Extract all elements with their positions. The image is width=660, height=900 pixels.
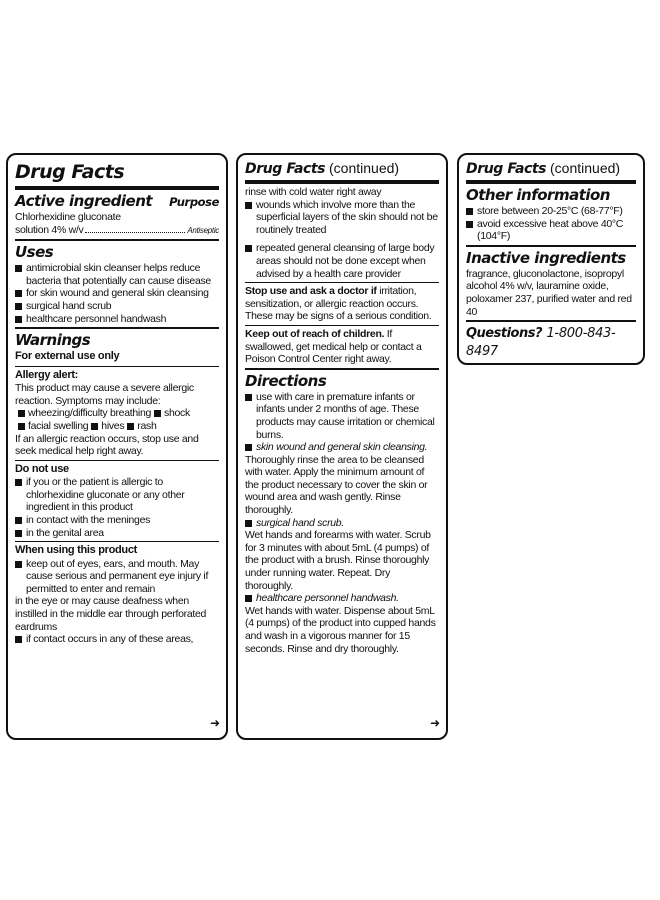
bullet-square-icon	[18, 410, 25, 417]
drug-facts-panel-1	[6, 153, 228, 740]
bullet-square-icon	[245, 444, 252, 451]
list-item: keep out of eyes, ears, and mouth. May cause serious and permanent eye injury if permitted to enter and remain	[15, 558, 219, 596]
drug-facts-panel-2	[236, 153, 448, 740]
list-item: skin wound and general skin cleansing.	[245, 441, 439, 454]
keep-out-text: Keep out of reach of children. If swallowed, get medical help or contact a Poison Control Center right away.	[245, 327, 422, 366]
symptoms-line-2: facial swelling hives rash	[15, 420, 219, 433]
bullet-square-icon	[15, 636, 22, 643]
uses-section	[15, 243, 219, 329]
bullet-square-icon	[245, 394, 252, 401]
keep-out-section	[245, 328, 439, 370]
list-item: healthcare personnel handwash	[15, 313, 219, 326]
purpose-header: Purpose	[169, 195, 219, 209]
list-item: in contact with the meninges	[15, 514, 219, 527]
bullet-square-icon	[15, 530, 22, 537]
symptoms-line-1: wheezing/difficulty breathing shock	[15, 407, 219, 420]
bullet-square-icon	[15, 303, 22, 310]
bullet-square-icon	[91, 423, 98, 430]
bullet-square-icon	[245, 520, 252, 527]
bullet-square-icon	[245, 202, 252, 209]
external-use-label: For external use only	[15, 350, 120, 363]
list-item: in the genital area	[15, 527, 219, 540]
bullet-square-icon	[18, 423, 25, 430]
bullet-square-icon	[127, 423, 134, 430]
when-using-section	[15, 544, 219, 648]
uses-header: Uses	[15, 243, 54, 262]
active-ingredient-line	[15, 224, 219, 238]
purpose-value: Antiseptic	[187, 225, 219, 235]
drug-facts-title: Drug Facts	[15, 161, 125, 183]
allergy-section	[15, 369, 219, 461]
bullet-square-icon	[15, 479, 22, 486]
bullet-square-icon	[15, 561, 22, 568]
active-ingredient-strength: solution 4% w/v	[15, 223, 84, 236]
panel-title-row	[466, 160, 636, 184]
stop-use-text: Stop use and ask a doctor if irritation, sensitization, or allergic reaction occurs. These may be signs of a serious condition.	[245, 285, 432, 323]
panel-title-row	[15, 160, 219, 190]
list-item: repeated general cleansing of large body areas should not be done except when advised by a health care provider	[245, 242, 439, 280]
list-item: for skin wound and general skin cleansing	[15, 287, 219, 300]
list-item: if contact occurs in any of these areas,	[15, 633, 219, 646]
bullet-square-icon	[15, 265, 22, 272]
continued-label: (continued)	[325, 160, 400, 176]
questions-phone: 1-800-843-8497	[466, 326, 616, 360]
list-item: healthcare personnel handwash.	[245, 592, 439, 605]
list-item: surgical hand scrub	[15, 300, 219, 313]
active-ingredient-section	[15, 192, 219, 241]
questions-label: Questions?	[466, 326, 542, 342]
list-item: use with care in premature infants or infants under 2 months of age. These products may cause irritation or chemical burns.	[245, 391, 439, 441]
drug-facts-title: Drug Facts	[245, 161, 326, 177]
rinse-text: rinse with cold water right away	[245, 186, 382, 198]
directions-text: Wet hands and forearms with water. Scrub for 3 minutes with about 5mL (4 pumps) of the product with a brush. Rinse thoroughly under running water. Repeat. Dry thoroughly.	[245, 529, 431, 592]
when-using-title: When using this product	[15, 544, 138, 557]
other-information-header: Other information	[466, 186, 610, 204]
stop-use-section	[245, 285, 439, 326]
active-ingredient-header: Active ingredient	[15, 192, 153, 210]
dotted-leader	[85, 232, 185, 233]
bullet-square-icon	[245, 595, 252, 602]
inactive-ingredients-section	[466, 249, 636, 322]
directions-text: Wet hands with water. Dispense about 5mL (4 pumps) of the product into cupped hands and wash in a vigorous manner for 15 seconds. Rinse and dry thoroughly.	[245, 604, 436, 655]
inactive-ingredients-header: Inactive ingredients	[466, 248, 626, 267]
allergy-text: This product may cause a severe allergic reaction. Symptoms may include:	[15, 382, 194, 407]
directions-header: Directions	[245, 371, 327, 390]
active-ingredient-name: Chlorhexidine gluconate	[15, 211, 121, 223]
list-item: if you or the patient is allergic to chlorhexidine gluconate or any other ingredient in this product	[15, 476, 219, 514]
bullet-square-icon	[15, 517, 22, 524]
other-information-section	[466, 186, 636, 247]
inactive-ingredients-text: fragrance, gluconolactone, isopropyl alcohol 4% w/v, lauramine oxide, poloxamer 237, purified water and red 40	[466, 267, 632, 318]
bullet-square-icon	[466, 208, 473, 215]
warnings-section	[15, 331, 219, 367]
continued-arrow-icon: ➜	[209, 716, 220, 730]
directions-text: Thoroughly rinse the area to be cleansed with water. Apply the minimum amount of the product necessary to cover the skin or wound area and wash gently. Rinse thoroughly.	[245, 453, 428, 517]
list-item: antimicrobial skin cleanser helps reduce bacteria that potentially can cause disease	[15, 262, 219, 287]
warnings-header: Warnings	[15, 331, 91, 350]
do-not-use-section	[15, 463, 219, 542]
list-item: avoid excessive heat above 40°C (104°F)	[466, 218, 636, 243]
allergy-after-text: If an allergic reaction occurs, stop use and seek medical help right away.	[15, 432, 199, 458]
list-item: store between 20-25°C (68-77°F)	[466, 205, 636, 218]
drug-facts-title: Drug Facts	[466, 161, 547, 177]
continued-arrow-icon: ➜	[429, 716, 440, 730]
when-using-continued	[245, 186, 439, 283]
bullet-square-icon	[466, 221, 473, 228]
bullet-square-icon	[245, 245, 252, 252]
bullet-square-icon	[15, 316, 22, 323]
list-item: surgical hand scrub.	[245, 517, 439, 530]
drug-facts-panel-3	[457, 153, 645, 365]
do-not-use-title: Do not use	[15, 462, 69, 475]
list-item: wounds which involve more than the superficial layers of the skin should not be routinely treated	[245, 199, 439, 237]
when-using-text: in the eye or may cause deafness when instilled in the middle ear through perforated eardrums	[15, 595, 207, 633]
allergy-alert-title: Allergy alert:	[15, 368, 79, 381]
bullet-square-icon	[154, 410, 161, 417]
continued-label: (continued)	[546, 160, 621, 176]
questions-section	[466, 324, 636, 362]
directions-section	[245, 372, 439, 657]
bullet-square-icon	[15, 290, 22, 297]
panel-title-row	[245, 160, 439, 184]
